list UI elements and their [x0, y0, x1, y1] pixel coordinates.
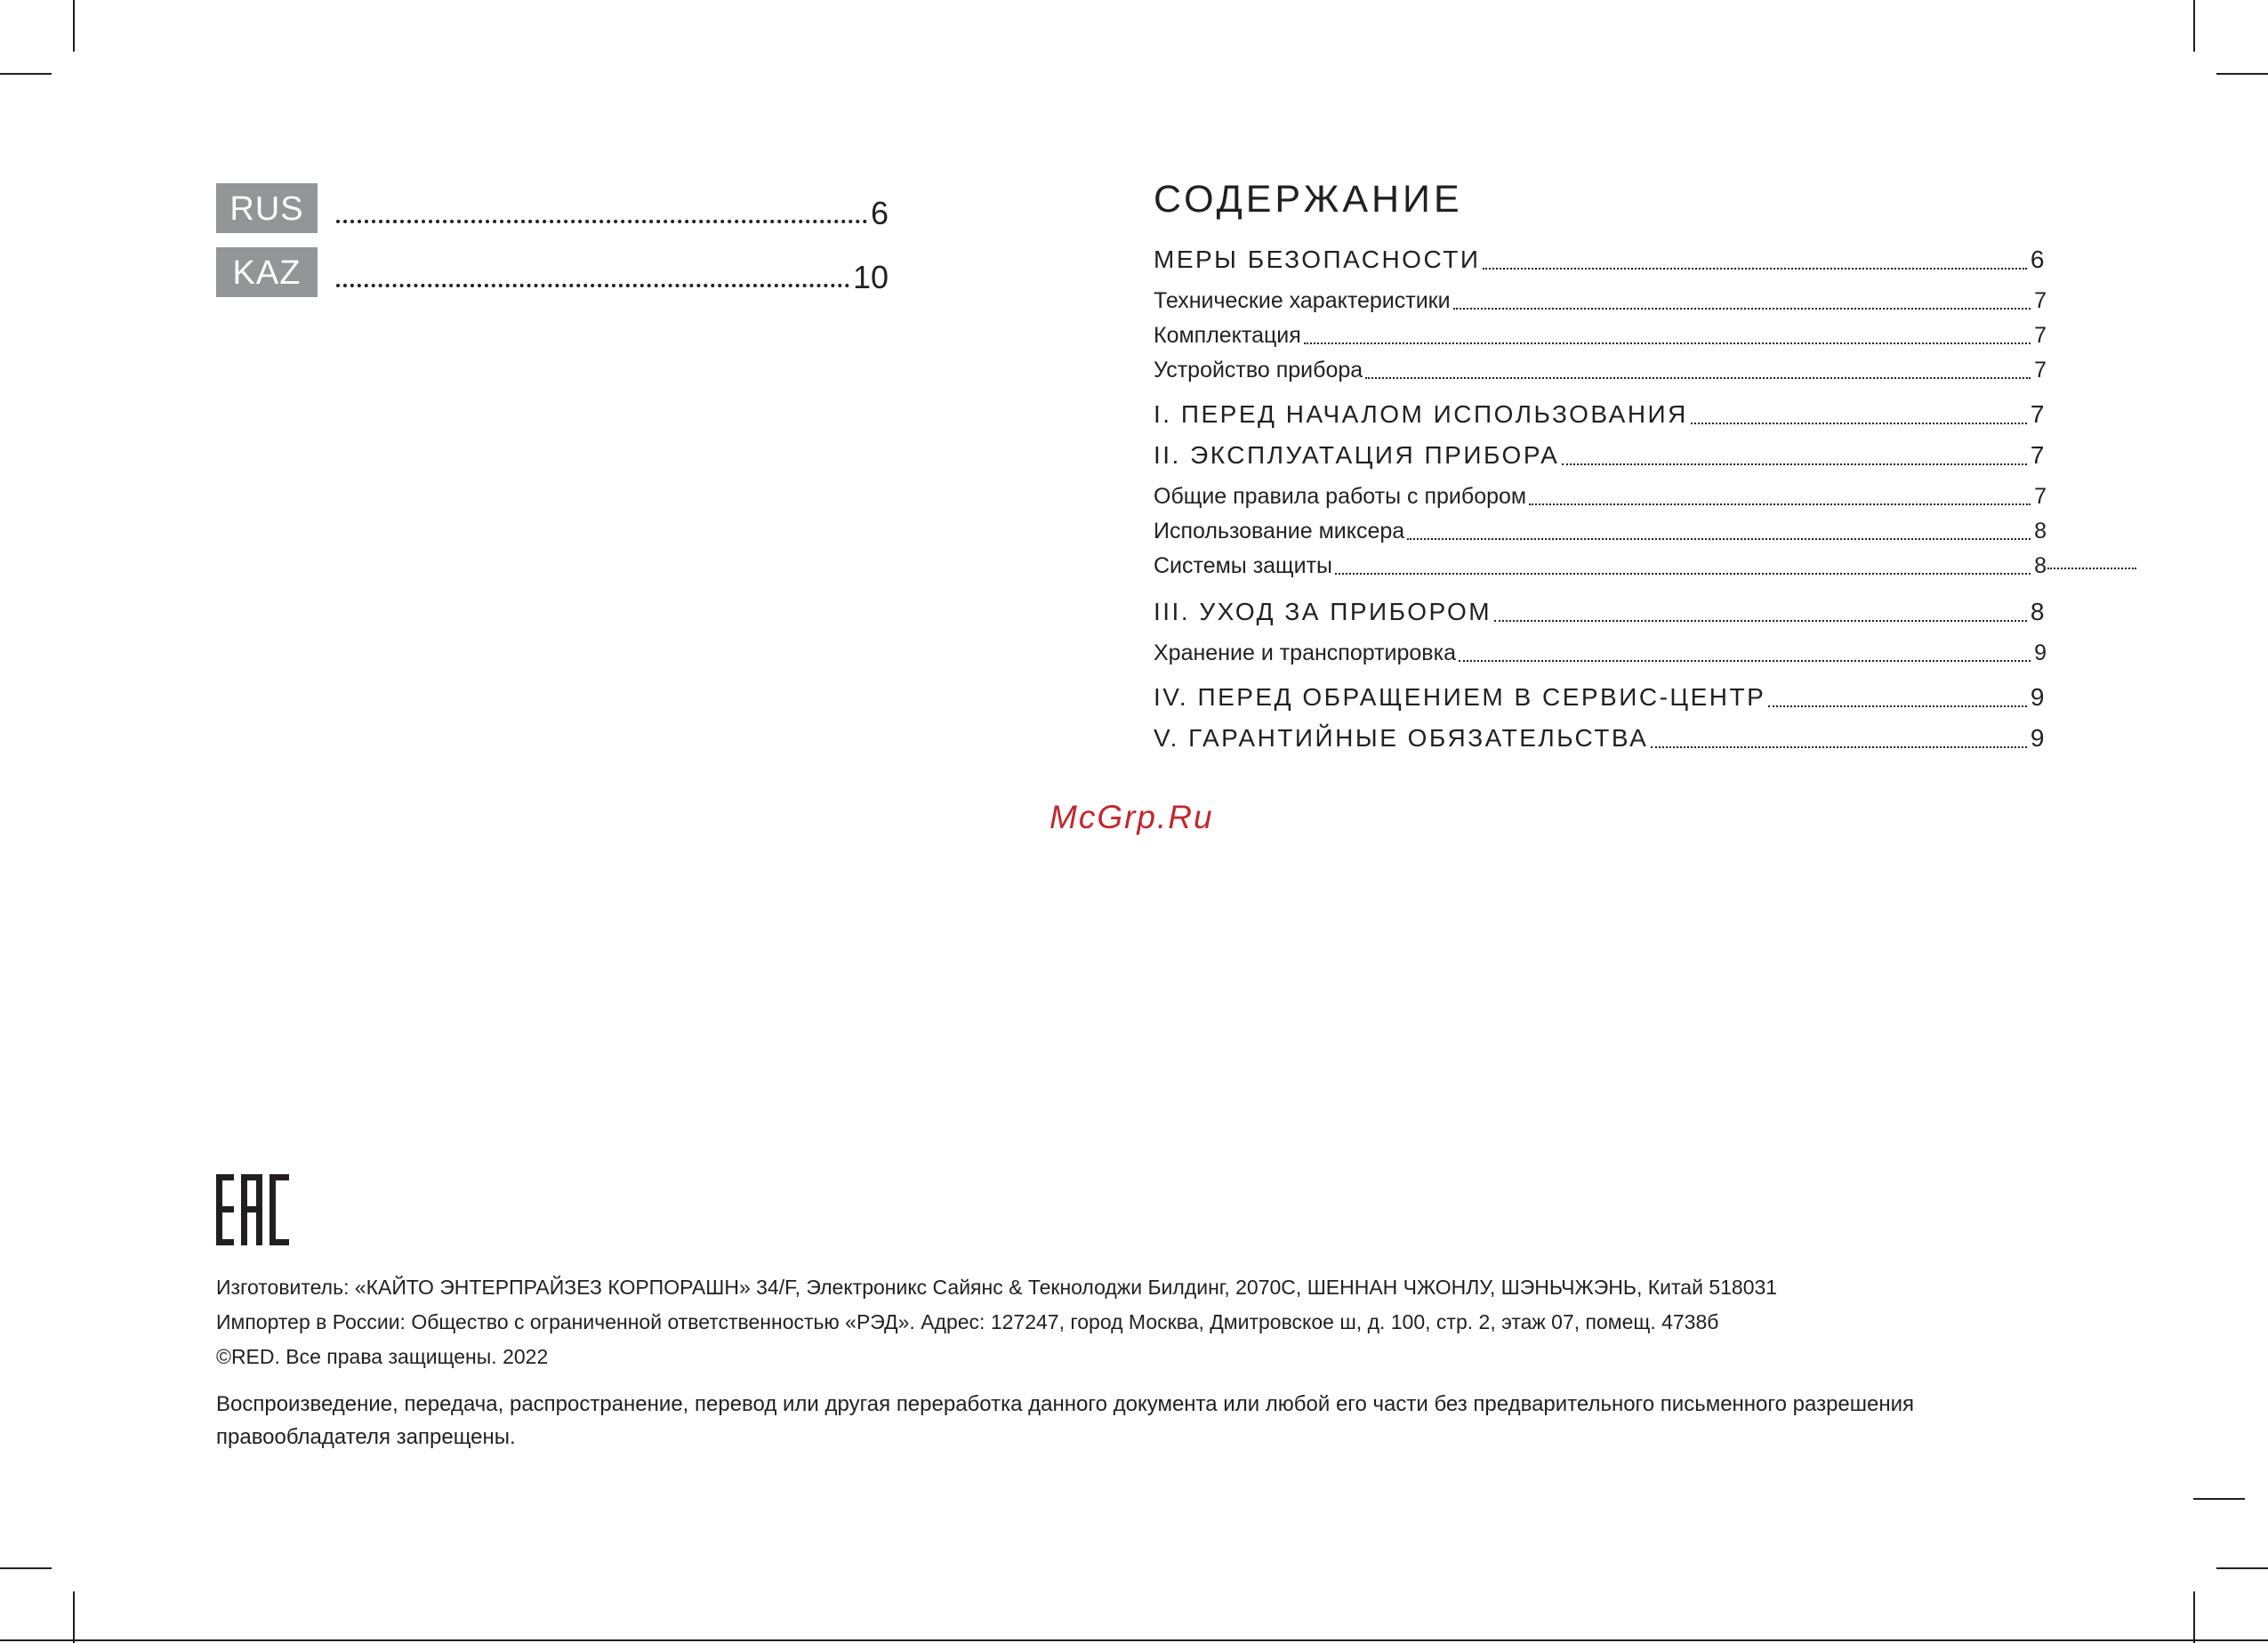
dot-leader [1483, 268, 2026, 270]
language-badge: RUS [216, 183, 318, 233]
crop-mark [0, 1567, 52, 1569]
toc-label: Общие правила работы с прибором [1154, 484, 1527, 509]
crop-mark [0, 73, 52, 75]
toc-page-number: 7 [2030, 441, 2047, 469]
toc-page-number: 7 [2034, 484, 2047, 509]
toc-entry[interactable] [1154, 481, 2047, 511]
crop-mark [2193, 1498, 2245, 1500]
toc-entry[interactable] [1154, 399, 2047, 431]
language-leader [336, 260, 889, 295]
toc-label: IV. ПЕРЕД ОБРАЩЕНИЕМ В СЕРВИС-ЦЕНТР [1154, 683, 1766, 711]
dot-leader [1459, 660, 2031, 662]
dot-leader [2047, 566, 2136, 569]
toc-entry[interactable] [1154, 320, 2047, 350]
toc-label: Технические характеристики [1154, 288, 1451, 313]
toc-label: МЕРЫ БЕЗОПАСНОСТИ [1154, 246, 1481, 273]
toc-page-number: 7 [2034, 323, 2047, 348]
dot-leader [1407, 538, 2031, 540]
toc-label: Хранение и транспортировка [1154, 640, 1456, 665]
toc-page-number: 8 [2034, 553, 2047, 578]
dot-leader [1529, 503, 2031, 505]
toc-label: Системы защиты [1154, 553, 1333, 578]
toc-page-number: 9 [2030, 724, 2047, 752]
toc-page-number: 7 [2030, 400, 2047, 428]
toc-page-number: 9 [2034, 640, 2047, 665]
language-entry-kaz[interactable] [216, 247, 889, 297]
dot-leader [1494, 620, 2027, 622]
toc-entry[interactable] [1154, 722, 2047, 754]
toc-entry[interactable] [1154, 355, 2047, 385]
dot-leader [336, 220, 867, 223]
contents-title: СОДЕРЖАНИЕ [1154, 178, 1463, 221]
dot-leader [336, 284, 849, 287]
toc-entry[interactable] [1154, 244, 2047, 276]
watermark-link[interactable]: McGrp.Ru [1050, 799, 1214, 835]
crop-mark [2216, 73, 2268, 75]
toc-label: Комплектация [1154, 323, 1301, 348]
manufacturer-info: Изготовитель: «КАЙТО ЭНТЕРПРАЙЗЕЗ КОРПОРАШН» 34/F, Электроникс Сайянс & Текнолоджи Билдинг, 2070С, ШЕННАН ЧЖОНЛУ, ШЭНЬЧЖЭНЬ, Китай 518031 [216, 1276, 1778, 1299]
dot-leader [1453, 308, 2031, 310]
toc-entry[interactable] [1154, 286, 2047, 316]
reproduction-notice: Воспроизведение, передача, распространение, перевод или другая переработка данного документа или любой его части без предварительного письменного разрешения правообладателя запрещены. [216, 1392, 1915, 1449]
toc-label: II. ЭКСПЛУАТАЦИЯ ПРИБОРА [1154, 441, 1560, 469]
crop-mark [73, 0, 75, 52]
crop-mark [2216, 1567, 2268, 1569]
toc-entry[interactable] [1154, 638, 2047, 668]
toc-label: V. ГАРАНТИЙНЫЕ ОБЯЗАТЕЛЬСТВА [1154, 724, 1649, 752]
toc-entry[interactable] [1154, 439, 2047, 471]
language-entry-rus[interactable] [216, 183, 889, 233]
crop-mark [2193, 1591, 2195, 1643]
toc-page-number: 8 [2030, 598, 2047, 625]
language-page-number: 6 [870, 195, 889, 231]
dot-leader [1562, 463, 2027, 465]
language-badge: KAZ [216, 247, 318, 297]
language-page-number: 10 [852, 259, 889, 295]
language-leader [336, 196, 889, 231]
importer-info: Импортер в России: Общество с ограниченной ответственностью «РЭД». Адрес: 127247, город Москва, Дмитровское ш, д. 100, стр. 2, этаж 07, помещ. 4738б [216, 1310, 1719, 1333]
crop-mark [73, 1591, 75, 1643]
dot-leader [1335, 573, 2031, 575]
toc-page-number: 8 [2034, 519, 2047, 544]
toc-entry[interactable] [1154, 551, 2047, 581]
dot-leader [1365, 377, 2031, 379]
toc-page-number: 6 [2030, 246, 2047, 273]
dot-leader [1304, 342, 2031, 344]
crop-mark [2193, 0, 2195, 52]
toc-entry[interactable] [1154, 681, 2047, 713]
toc-page-number: 7 [2034, 358, 2047, 383]
dot-leader [1651, 746, 2027, 748]
toc-page-number: 7 [2034, 288, 2047, 313]
dot-leader [1768, 705, 2027, 707]
eac-mark-icon [216, 1172, 291, 1247]
toc-entry[interactable] [1154, 516, 2047, 546]
page-bottom-edge [0, 1639, 2268, 1641]
toc-label: Использование миксера [1154, 519, 1405, 544]
toc-page-number: 9 [2030, 683, 2047, 711]
toc-entry[interactable] [1154, 596, 2047, 628]
toc-label: III. УХОД ЗА ПРИБОРОМ [1154, 598, 1492, 625]
dot-leader [1691, 423, 2027, 424]
copyright: ©RED. Все права защищены. 2022 [216, 1345, 549, 1368]
toc-label: I. ПЕРЕД НАЧАЛОМ ИСПОЛЬЗОВАНИЯ [1154, 400, 1688, 428]
toc-label: Устройство прибора [1154, 358, 1363, 383]
